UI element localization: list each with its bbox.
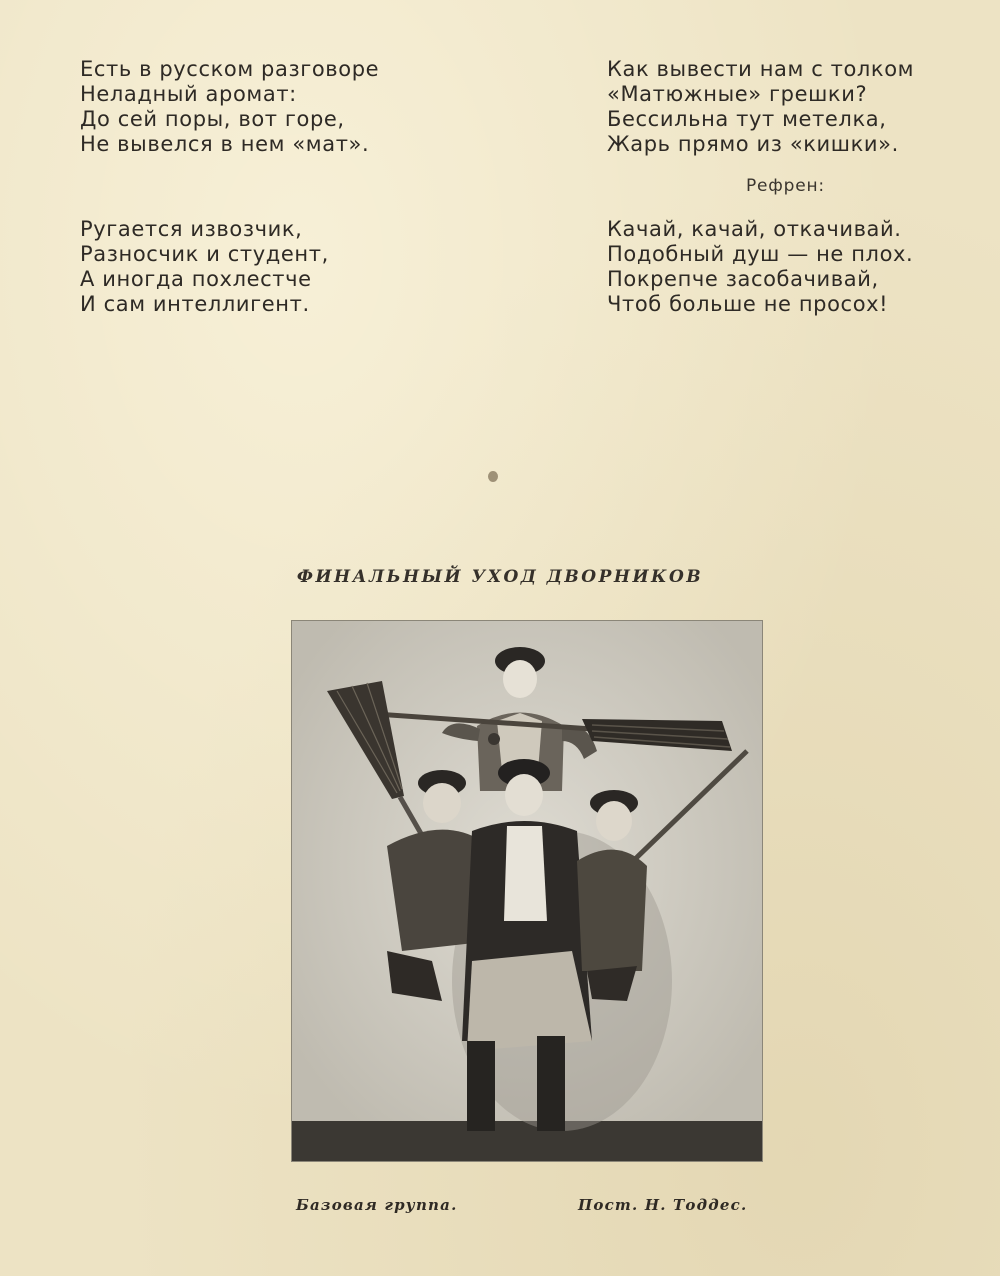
verse-line: И сам интеллигент. xyxy=(80,292,310,316)
ink-spot xyxy=(488,471,498,482)
verse-line: Качай, качай, откачивай. xyxy=(607,217,902,241)
photograph xyxy=(292,621,762,1161)
verse-line: Разносчик и студент, xyxy=(80,242,329,266)
photo-caption-group: Базовая группа. xyxy=(296,1196,458,1214)
verse-line: Чтоб больше не просох! xyxy=(607,292,889,316)
verse-line: Подобный душ — не плох. xyxy=(607,242,914,266)
photo-caption-credit: Пост. Н. Тоддес. xyxy=(578,1196,748,1214)
verse-line: До сей поры, вот горе, xyxy=(80,107,345,131)
stanza-right-top xyxy=(607,57,914,157)
verse-line: «Матюжные» грешки? xyxy=(607,82,868,106)
photo-title: ФИНАЛЬНЫЙ УХОД ДВОРНИКОВ xyxy=(296,567,704,587)
refrain-label: Рефрен: xyxy=(746,176,825,196)
verse-line: Не вывелся в нем «мат». xyxy=(80,132,370,156)
verse-line: Неладный аромат: xyxy=(80,82,297,106)
stanza-left-bottom xyxy=(80,217,329,317)
stanza-left-top xyxy=(80,57,379,157)
verse-line: Как вывести нам с толком xyxy=(607,57,915,81)
stanza-right-bottom xyxy=(607,217,913,317)
verse-line: Покрепче засобачивай, xyxy=(607,267,879,291)
photo-illustration xyxy=(292,621,762,1161)
verse-line: Жарь прямо из «кишки». xyxy=(607,132,899,156)
verse-line: Есть в русском разговоре xyxy=(80,57,380,81)
verse-line: А иногда похлестче xyxy=(80,267,312,291)
floor xyxy=(292,1121,762,1161)
verse-line: Бессильна тут метелка, xyxy=(607,107,887,131)
verse-line: Ругается извозчик, xyxy=(80,217,303,241)
